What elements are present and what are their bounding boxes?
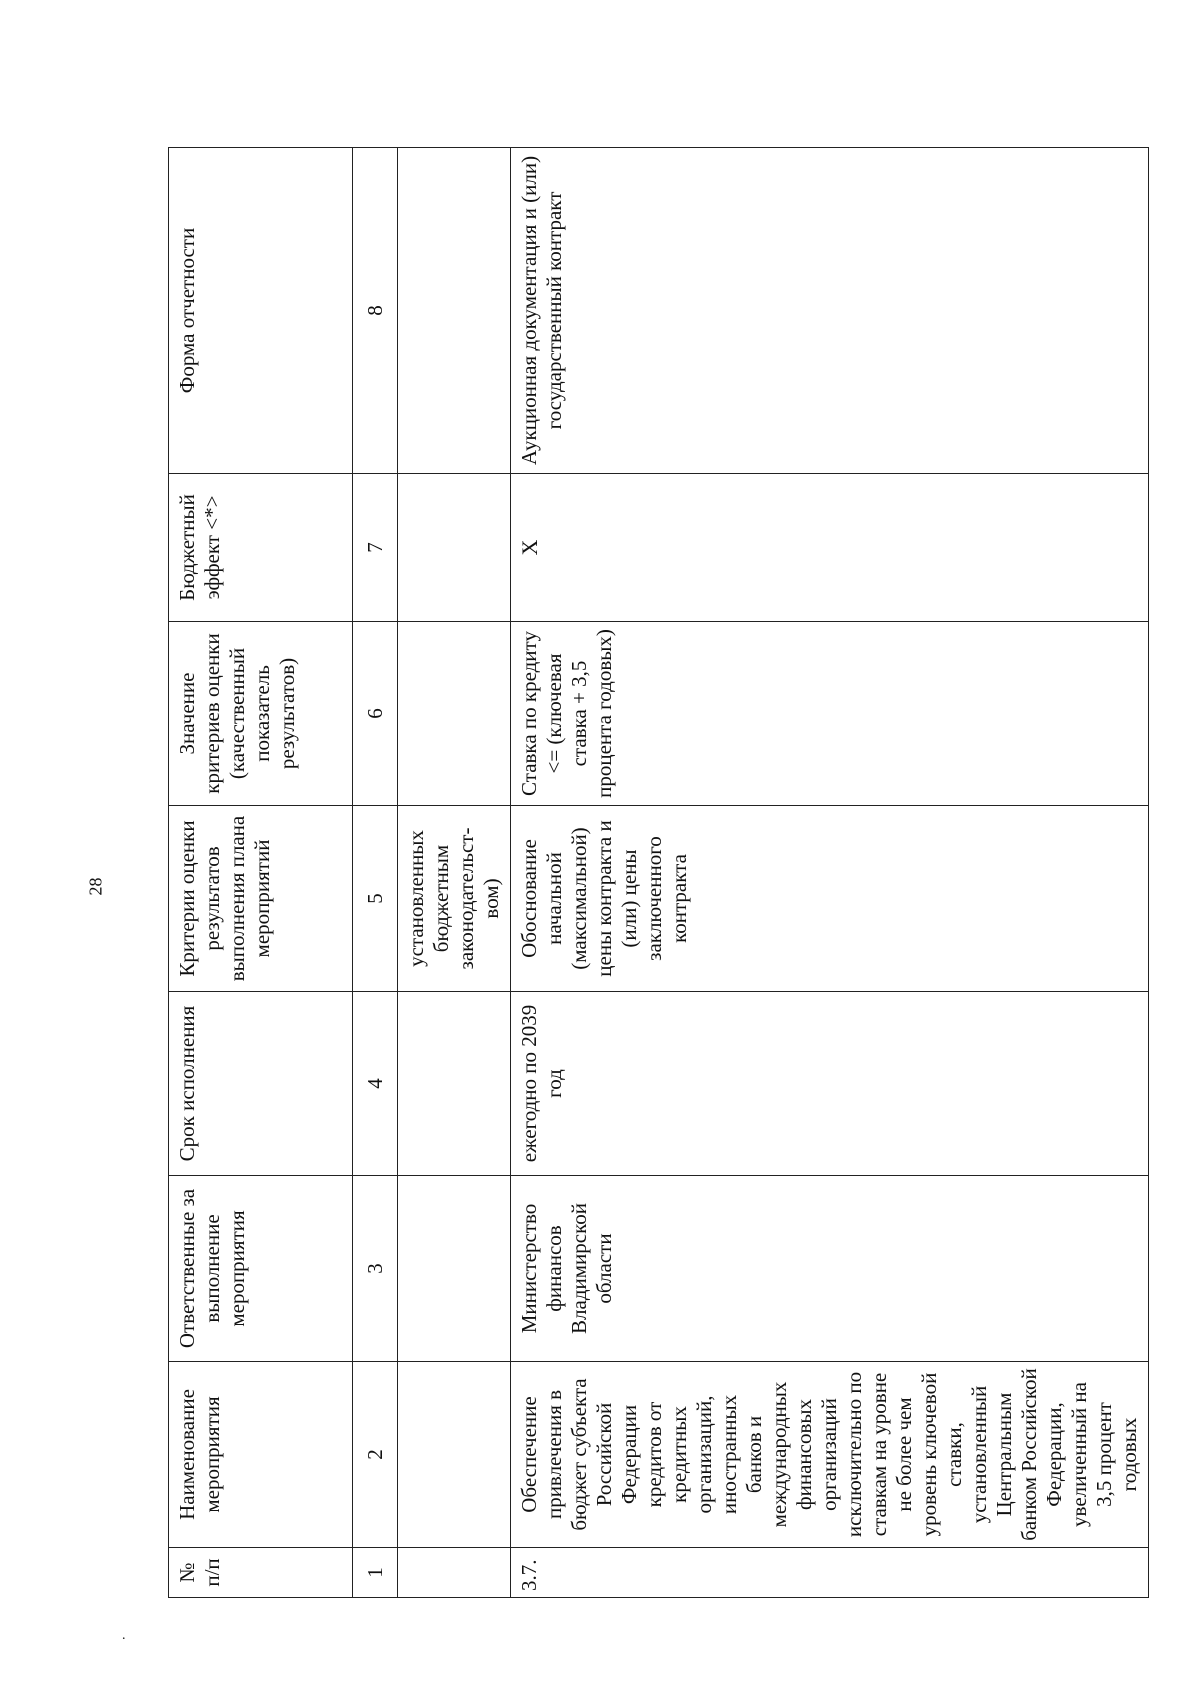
criteria-value-cell: Ставка по кредиту <= (ключевая ставка + 3,5 процента годовых) [511,622,1149,806]
rotated-table-frame [168,148,1141,1598]
measure-name-cell: Обеспечение привлечения в бюджет субъекта Российской Федерации кредитов от кредитных организаций, иностранных банков и международных финансовых организаций исключительно по ставкам на уровне не более чем уровень ключевой ставки, установленный Центральным банком Российской Федерации, увеличенный на 3,5 процент годовых [511,1362,1149,1548]
table-cell [398,148,511,474]
budget-effect-cell: X [511,474,1149,622]
header-cell-criteria: Критерии оценки результатов выполнения плана мероприятий [169,806,353,992]
report-form-cell: Аукционная документация и (или) государственный контракт [511,148,1149,474]
table-cell [398,1362,511,1548]
continuation-criteria-cell: установленных бюджетным законодательст-вом) [398,806,511,992]
header-cell-deadline: Срок исполнения [169,992,353,1176]
header-cell-num: № п/п [169,1548,353,1598]
column-number-1: 1 [353,1548,398,1598]
table-cell [398,1548,511,1598]
table-row-3-7 [511,148,1149,1598]
column-number-5: 5 [353,806,398,992]
table-cell [398,1176,511,1362]
column-number-4: 4 [353,992,398,1176]
column-number-7: 7 [353,474,398,622]
table-cell [398,992,511,1176]
responsible-cell: Министерство финансов Владимирской области [511,1176,1149,1362]
column-number-3: 3 [353,1176,398,1362]
deadline-cell: ежегодно по 2039 год [511,992,1149,1176]
rotated-table [168,148,1141,1598]
column-number-2: 2 [353,1362,398,1548]
table-cell [398,474,511,622]
column-number-6: 6 [353,622,398,806]
header-cell-report-form: Форма отчетности [169,148,353,474]
header-cell-budget-effect: Бюджетный эффект <*> [169,474,353,622]
header-cell-criteria-value: Значение критериев оценки (качественный показатель результатов) [169,622,353,806]
row-number-cell: 3.7. [511,1548,1149,1598]
table-cell [398,622,511,806]
column-number-row [353,148,398,1598]
header-row [169,148,353,1598]
header-cell-responsible: Ответственные за выполнение мероприятия [169,1176,353,1362]
header-cell-name: Наименование мероприятия [169,1362,353,1548]
criteria-cell: Обоснование начальной (максимальной) цены контракта и (или) цены заключенного контракта [511,806,1149,992]
continuation-row [398,148,511,1598]
column-number-8: 8 [353,148,398,474]
measures-table [168,147,1149,1598]
scan-speck: . [122,1628,126,1643]
page-number: 28 [85,877,106,896]
